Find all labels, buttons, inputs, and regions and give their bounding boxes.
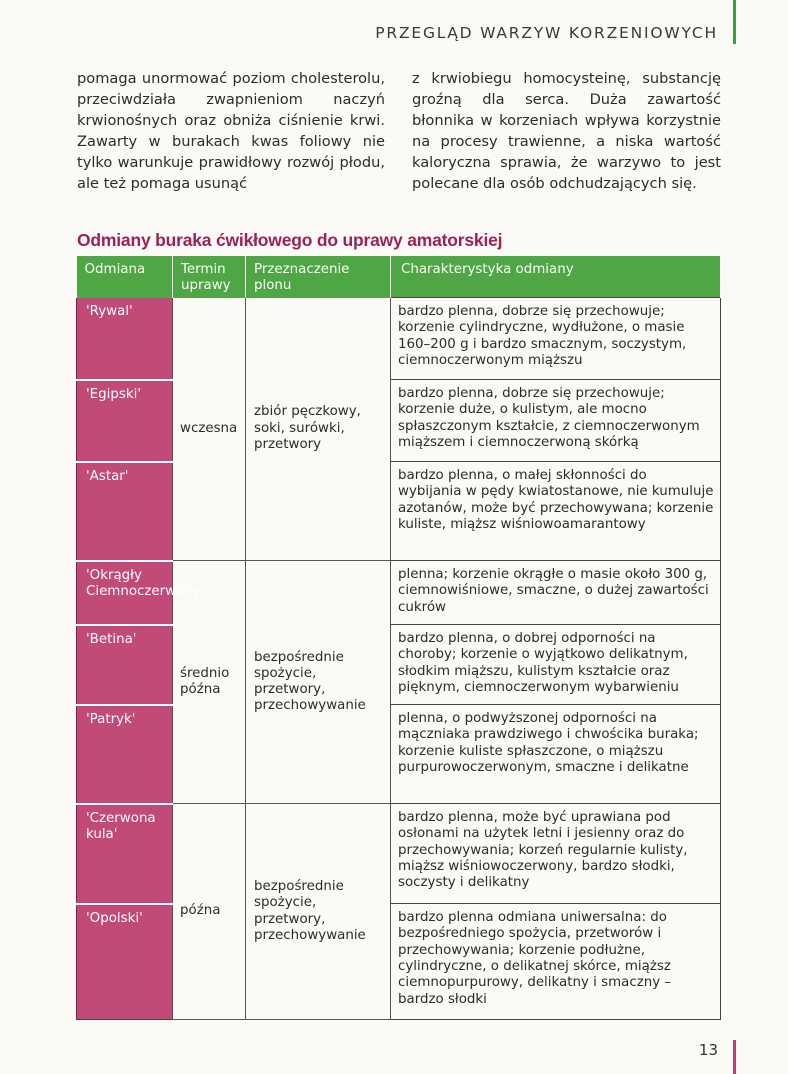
table-header-row [77,256,721,298]
crop-purpose: zbiór pęczkowy, soki, surówki, przetwory [246,298,391,561]
column-header-term: Termin uprawy [173,256,246,298]
footer-accent-bar [733,1040,736,1074]
variety-name: 'Okrągły Ciemnoczerwony' [77,561,173,625]
crop-purpose: bezpośrednie spożycie, przetwory, przechowywanie [246,804,391,1020]
variety-description: bardzo plenna, dobrze się przechowuje; korzenie duże, o kulistym, ale mocno spłaszczonym kształcie, z ciemnoczerwonym miąższem i ciemnoczerwoną skórką [391,380,721,462]
variety-name: 'Astar' [77,462,173,561]
varieties-table [76,256,721,1020]
intro-paragraph-left: pomaga unormować poziom cholesterolu, przeciwdziała zwapnieniom naczyń krwionośnych oraz obniża ciśnienie krwi. Zawarty w burakach kwas foliowy nie tylko warunkuje prawidłowy rozwój płodu, ale też pomaga usunąć [77,70,385,192]
page-number: 13 [698,1041,718,1059]
growing-term: średnio późna [173,561,246,804]
variety-description: bardzo plenna, dobrze się przechowuje; korzenie cylindryczne, wydłużone, o masie 160–200 g i bardzo smacznym, soczystym, ciemnoczerwonym miąższu [391,298,721,380]
table-row [77,561,721,625]
variety-name: 'Patryk' [77,705,173,804]
variety-description: bardzo plenna, o dobrej odporności na choroby; korzenie o wyjątkowo delikatnym, słodkim miąższu, kulistym kształcie oraz pięknym, ciemnoczerwonym wybarwieniu [391,625,721,705]
section-title: Odmiany buraka ćwikłowego do uprawy amatorskiej [77,230,503,250]
growing-term: wczesna [173,298,246,561]
variety-name: 'Betina' [77,625,173,705]
variety-description: bardzo plenna, może być uprawiana pod osłonami na użytek letni i jesienny oraz do przechowywania; korzeń regularnie kulisty, miąższ wiśniowoczerwony, bardzo słodki, soczysty i delikatny [391,804,721,904]
column-header-characteristics: Charakterystyka odmiany [391,256,721,298]
table-row [77,298,721,380]
variety-description: plenna, o podwyższonej odporności na mączniaka prawdziwego i chwościka buraka; korzenie kuliste spłaszczone, o miąższu purpurowoczerwonym, smaczne i delikatne [391,705,721,804]
header-accent-bar [733,0,736,44]
variety-name: 'Opolski' [77,904,173,1020]
table-row [77,804,721,904]
variety-description: plenna; korzenie okrągłe o masie około 300 g, ciemnowiśniowe, smaczne, o dużej zawartości cukrów [391,561,721,625]
variety-name: 'Egipski' [77,380,173,462]
running-header: PRZEGLĄD WARZYW KORZENIOWYCH [375,24,718,42]
column-header-purpose: Przeznaczenie plonu [246,256,391,298]
intro-paragraph-right: z krwiobiegu homocysteinę, substancję groźną dla serca. Duża zawartość błonnika w korzeniach wpływa korzystnie na procesy trawienne, a niska wartość kaloryczna sprawia, że warzywo to jest polecane dla osób odchudzających się. [412,70,721,192]
crop-purpose: bezpośrednie spożycie, przetwory, przechowywanie [246,561,391,804]
growing-term: późna [173,804,246,1020]
variety-description: bardzo plenna, o małej skłonności do wybijania w pędy kwiatostanowe, nie kumuluje azotanów, może być przechowywana; korzenie kuliste, miąższ wiśniowoamarantowy [391,462,721,561]
column-header-variety: Odmiana [77,256,173,298]
variety-name: 'Czerwona kula' [77,804,173,904]
variety-name: 'Rywal' [77,298,173,380]
variety-description: bardzo plenna odmiana uniwersalna: do bezpośredniego spożycia, przetworów i przechowywania; korzenie podłużne, cylindryczne, o delikatnej skórce, miąższ ciemnopurpurowy, delikatny i smaczny – bardzo słodki [391,904,721,1020]
